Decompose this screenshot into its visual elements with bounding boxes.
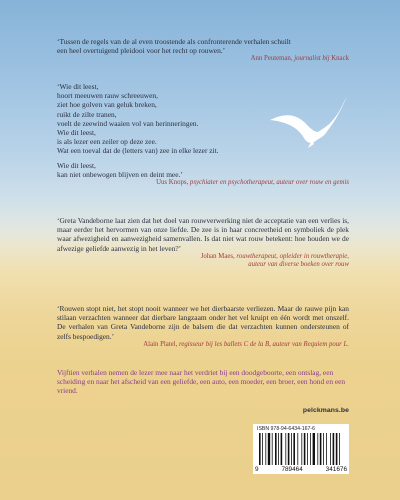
poem-line: is als lezer een zeiler op deze zee. — [57, 137, 157, 147]
quote-line: ‘Tussen de regels van de al even troostende als confronterende verhalen schuilt — [57, 37, 291, 46]
attribution-role: rouwtherapeut, opleider in rouwtherapie, — [236, 252, 349, 260]
attribution-role: psychiater en psychotherapeut, auteur over rouw en gemis — [189, 179, 349, 187]
attribution-role: regisseur bij les ballets C de la B, auteur van — [178, 340, 302, 348]
isbn-digit-group: 341676 — [325, 466, 347, 473]
attribution-author: Alain Platel, — [143, 340, 178, 348]
poem-line: Wat een toeval dat de (letters van) zee in elke lezer zit. — [57, 146, 219, 156]
isbn-digit-group: 9 — [255, 466, 259, 473]
attribution-work: Requiem pour L. — [303, 340, 349, 348]
poem-line: ruikt de zilte tranen, — [57, 109, 117, 119]
quote-text: ‘Greta Vandeborne laat zien dat het doel van rouwverwerking niet de acceptatie van een verlies is, maar eerder het hervormen van onze liefde. De zee is in haar concreetheid en symboliek de plek waar afwezigheid en aanwezigheid samenvallen. Is dat niet wat rouw betekent: hoe houden we de afwezige geliefde aanwezig in het leven?’ — [57, 216, 349, 253]
book-description: Vijftien verhalen nemen de lezer mee naar het verdriet bij een doodgeboorte, een ontslag, een scheiding en naar het afscheid van een geliefde, een auto, een moeder, een broer, een hond en een vriend. — [57, 368, 346, 396]
isbn-digits — [255, 466, 347, 473]
isbn-label: ISBN 978-94-6434-167-6 — [257, 426, 315, 432]
attribution-author: Ann Peuteman, — [250, 55, 293, 63]
attribution-role: journalist bij — [294, 55, 330, 63]
quote-attribution — [57, 179, 349, 188]
quote-attribution — [57, 341, 349, 350]
seagull-icon — [268, 92, 348, 162]
quote-attribution — [57, 55, 349, 64]
quote-attribution — [57, 253, 349, 262]
attribution-author: Uus Knops, — [156, 179, 189, 187]
isbn-digit-group: 789464 — [281, 466, 303, 473]
barcode-icon — [259, 433, 343, 465]
poem-line: ziet hoe golven van geluk breken, — [57, 100, 157, 110]
poem-line: voelt de zeewind waaien vol van herinneringen. — [57, 118, 199, 128]
poem-line: kan niet onbewogen blijven en deint mee.’ — [57, 169, 183, 179]
quote-text: ‘Rouwen stopt niet, het stopt nooit wanneer we het dierbaarste verliezen. Maar de rauwe pijn kan stilaan verzachten wanneer dat dierbare langzaam onder het vel kruipt en één wordt met onszelf. De verhalen van Greta Vandeborne zijn de balsem die dat verzachten kunnen ondersteunen of zelfs bespoedigen.’ — [57, 304, 349, 341]
isbn-barcode — [253, 424, 349, 474]
quote-maes — [57, 216, 349, 270]
poem-line: Wie dit leest, — [57, 128, 96, 138]
attribution-role-continued: auteur van diverse boeken over rouw — [248, 261, 349, 269]
poem-line: ‘Wie dit leest, — [57, 82, 99, 91]
poem-line: hoort meeuwen rauw schreeuwen, — [57, 91, 158, 101]
quote-peuteman — [57, 37, 349, 64]
attribution-outlet: Knack — [331, 55, 349, 63]
quote-line: een heel overtuigend pleidooi voor het recht op rouwen.’ — [57, 46, 226, 56]
publisher-url: pelckmans.be — [302, 407, 349, 414]
quote-platel — [57, 304, 349, 349]
attribution-author: Johan Maes, — [200, 252, 235, 260]
poem-line: Wie dit leest, — [57, 160, 96, 170]
